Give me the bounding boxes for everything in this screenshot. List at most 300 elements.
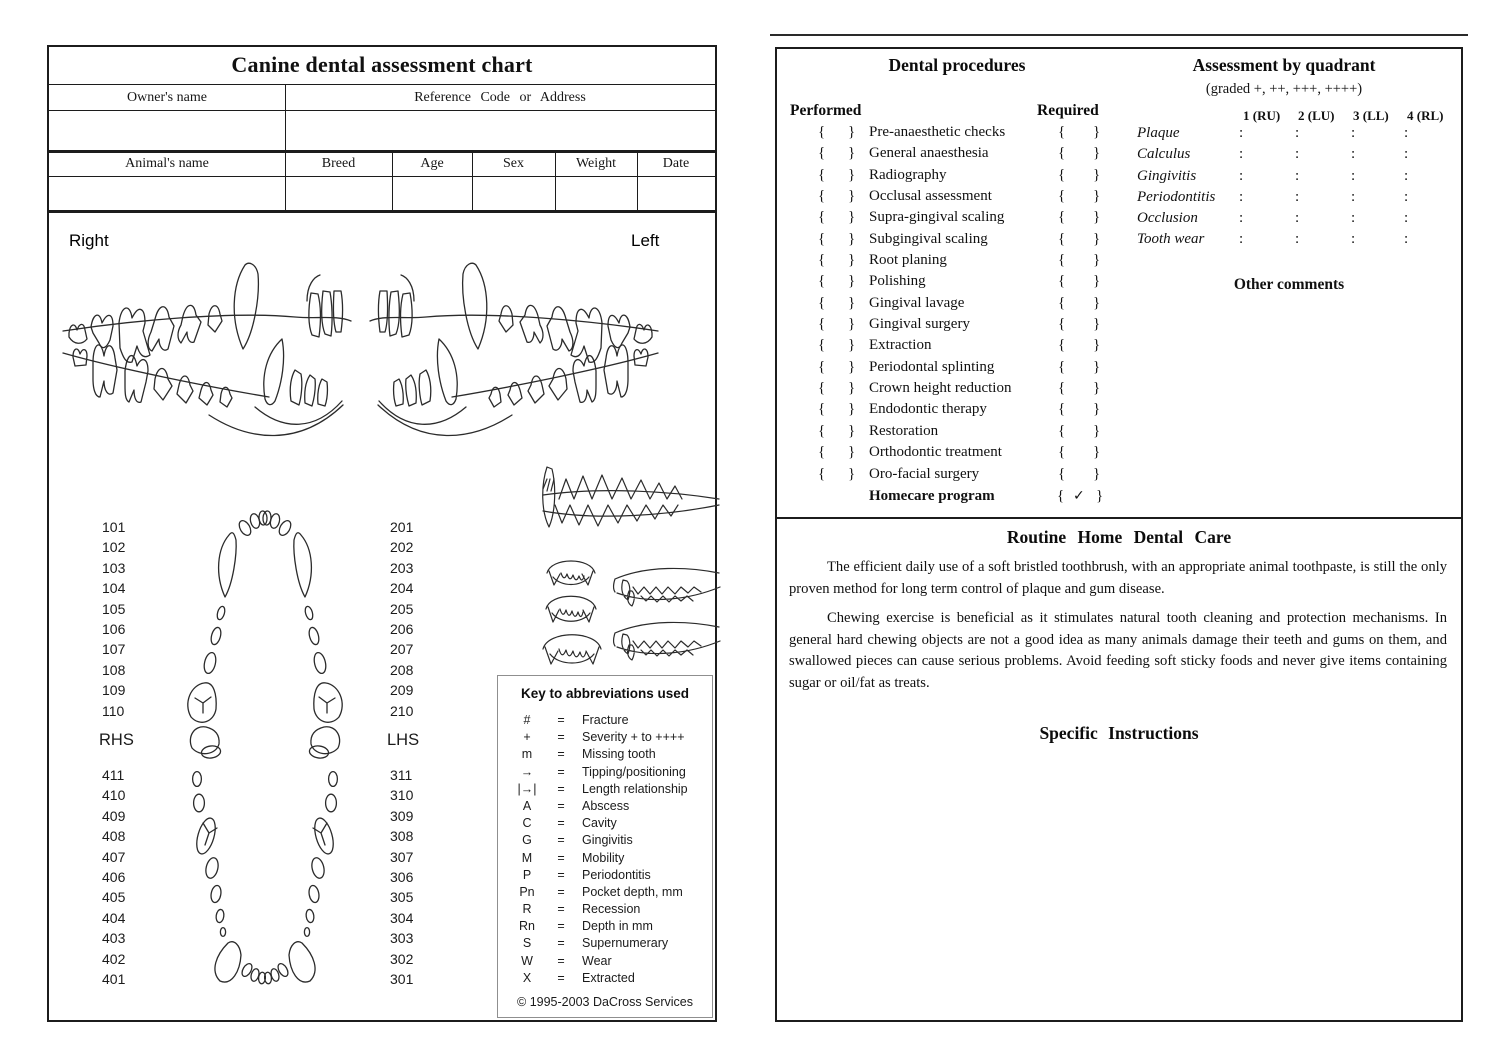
- performed-checkbox-open[interactable]: {: [818, 380, 826, 397]
- abbreviation-symbol: G: [522, 833, 532, 848]
- key-row: [498, 781, 712, 798]
- procedure-row: [777, 271, 1137, 292]
- other-comments-heading: Other comments: [1233, 276, 1345, 293]
- performed-checkbox-open[interactable]: {: [818, 358, 826, 375]
- abbreviation-description: Recession: [582, 902, 641, 917]
- homecare-program-label: Homecare program: [869, 488, 995, 504]
- tooth-number: 203: [390, 559, 414, 576]
- required-column-header: Required: [1037, 102, 1099, 119]
- weight-field[interactable]: [555, 176, 637, 210]
- performed-checkbox-open[interactable]: {: [818, 209, 826, 226]
- procedure-row: [777, 293, 1137, 314]
- grade-cell-q3[interactable]: :: [1351, 231, 1356, 248]
- required-checkbox-close[interactable]: }: [1093, 273, 1101, 290]
- age-label: Age: [420, 156, 444, 171]
- assessment-row: [777, 144, 1461, 165]
- required-checkbox-open[interactable]: {: [1058, 401, 1066, 418]
- assessment-row: [777, 187, 1461, 208]
- key-row: [498, 935, 712, 952]
- performed-checkbox-close[interactable]: }: [848, 465, 856, 482]
- required-checkbox-close[interactable]: }: [1093, 166, 1101, 183]
- lhs-label: LHS: [387, 731, 420, 749]
- table-border-line: [392, 150, 393, 210]
- tooth-numbers-lower-left: [390, 765, 432, 989]
- performed-checkbox-open[interactable]: {: [818, 230, 826, 247]
- tooth-number: 301: [390, 970, 414, 987]
- grade-cell-q1[interactable]: :: [1239, 210, 1244, 227]
- key-row: [498, 832, 712, 849]
- required-checkbox-close[interactable]: }: [1093, 209, 1101, 226]
- page-top-rule: [770, 34, 1468, 36]
- grade-cell-q2[interactable]: :: [1295, 188, 1300, 205]
- tooth-number: 308: [390, 828, 414, 845]
- performed-checkbox-open[interactable]: {: [818, 273, 826, 290]
- tooth-number: 305: [390, 889, 414, 906]
- performed-checkbox-open[interactable]: {: [818, 465, 826, 482]
- abbreviation-symbol: A: [522, 798, 532, 813]
- equals-sign: =: [557, 850, 565, 865]
- key-row: [498, 712, 712, 729]
- grade-cell-q2[interactable]: :: [1295, 125, 1300, 141]
- age-field[interactable]: [392, 176, 472, 210]
- tooth-number: 309: [390, 807, 414, 824]
- procedure-label: Subgingival scaling: [869, 230, 988, 247]
- required-checkbox-open[interactable]: {: [1058, 209, 1066, 226]
- grade-cell-q2[interactable]: :: [1295, 146, 1300, 163]
- grade-cell-q4[interactable]: :: [1404, 231, 1409, 248]
- dentition-side-view-right: [59, 255, 354, 467]
- tooth-number: 201: [390, 519, 414, 535]
- key-row: [498, 764, 712, 781]
- assessment-criterion-label: Calculus: [1137, 146, 1191, 163]
- abbreviation-description: Severity + to ++++: [582, 730, 685, 745]
- table-border-line: [472, 150, 473, 210]
- table-border-line: [49, 210, 715, 213]
- required-checkbox-open[interactable]: {: [1058, 294, 1066, 311]
- key-row: [498, 918, 712, 935]
- procedure-label: Root planing: [869, 252, 947, 269]
- key-row: [498, 901, 712, 918]
- abbreviation-symbol: Pn: [519, 884, 535, 899]
- abbreviation-symbol: #: [523, 713, 531, 727]
- date-field[interactable]: [637, 176, 715, 210]
- assessment-row: [777, 229, 1461, 250]
- performed-column-header: Performed: [790, 102, 862, 119]
- abbreviation-description: Depth in mm: [582, 919, 653, 934]
- left-side-label: Left: [631, 231, 660, 250]
- abbreviation-description: Length relationship: [582, 781, 688, 796]
- tooth-number: 202: [390, 539, 414, 556]
- tooth-number: 411: [102, 767, 125, 783]
- grade-cell-q1[interactable]: :: [1239, 188, 1244, 205]
- grade-cell-q1[interactable]: :: [1239, 231, 1244, 248]
- equals-sign: =: [557, 781, 565, 796]
- performed-checkbox-open[interactable]: {: [818, 444, 826, 461]
- tooth-number: 405: [102, 889, 126, 906]
- required-checkbox-open[interactable]: {: [1058, 444, 1066, 461]
- performed-checkbox-close[interactable]: }: [848, 401, 856, 418]
- lower-arch-diagram: [165, 765, 365, 995]
- assessment-title: Assessment by quadrant: [1192, 55, 1376, 75]
- tooth-number: 210: [390, 702, 414, 719]
- required-checkbox-open[interactable]: {: [1058, 337, 1066, 354]
- date-label: Date: [662, 156, 690, 171]
- animals-name-label: Animal's name: [125, 156, 209, 171]
- abbreviation-symbol: Rn: [519, 919, 535, 934]
- graded-scale-note: (graded +, ++, +++, ++++): [1205, 81, 1363, 97]
- performed-checkbox-close[interactable]: }: [848, 188, 856, 205]
- tooth-number: 407: [102, 848, 126, 865]
- tooth-numbers-lower-right: [102, 765, 144, 989]
- owners-name-label: Owner's name: [127, 90, 207, 105]
- upper-arch-diagram: [165, 507, 365, 759]
- procedure-label: Supra-gingival scaling: [869, 209, 1005, 226]
- tooth-number: 404: [102, 909, 126, 926]
- supplementary-dental-diagrams: [539, 451, 723, 673]
- procedure-label: Polishing: [869, 273, 926, 290]
- tooth-number: 207: [390, 641, 414, 658]
- tooth-number: 105: [102, 600, 126, 617]
- tooth-number: 104: [102, 580, 126, 597]
- chart-page: [47, 45, 717, 1022]
- assessment-row: [777, 166, 1461, 187]
- page-title: Canine dental assessment chart: [49, 47, 715, 85]
- performed-checkbox-open[interactable]: {: [818, 316, 826, 333]
- tooth-number: 208: [390, 661, 414, 678]
- key-title: Key to abbreviations used: [520, 686, 690, 701]
- abbreviation-description: Supernumerary: [582, 936, 669, 951]
- quadrant-header-3: 3 (LL): [1353, 108, 1389, 123]
- procedure-label: Oro-facial surgery: [869, 465, 980, 482]
- equals-sign: =: [557, 919, 565, 934]
- equals-sign: =: [557, 816, 565, 831]
- grade-cell-q2[interactable]: :: [1295, 231, 1300, 248]
- performed-checkbox-close[interactable]: }: [848, 337, 856, 354]
- required-checkbox-close[interactable]: }: [1093, 465, 1101, 482]
- required-checkbox-close[interactable]: }: [1093, 358, 1101, 375]
- table-border-line: [555, 150, 556, 210]
- required-checkbox-close[interactable]: }: [1093, 380, 1101, 397]
- grade-cell-q3[interactable]: :: [1351, 210, 1356, 227]
- procedure-row: [777, 250, 1137, 271]
- tooth-number: 103: [102, 559, 126, 576]
- abbreviation-symbol: P: [522, 867, 532, 882]
- table-border-line: [285, 85, 286, 150]
- procedure-row: [777, 442, 1137, 463]
- procedure-label: Orthodontic treatment: [869, 444, 1002, 461]
- required-checkbox-open[interactable]: {: [1058, 124, 1066, 140]
- required-checkbox-close[interactable]: }: [1093, 316, 1101, 333]
- tooth-number: 307: [390, 848, 414, 865]
- assessment-row: [777, 208, 1461, 229]
- required-checkbox-close[interactable]: }: [1093, 145, 1101, 162]
- performed-checkbox-close[interactable]: }: [848, 444, 856, 461]
- abbreviation-description: Missing tooth: [582, 747, 656, 762]
- required-checkbox-open[interactable]: {: [1058, 145, 1066, 162]
- performed-checkbox-close[interactable]: }: [848, 273, 856, 290]
- homecare-checkbox-close[interactable]: }: [1096, 488, 1104, 504]
- grade-cell-q3[interactable]: :: [1351, 125, 1356, 141]
- procedure-row: [777, 357, 1137, 378]
- performed-checkbox-open[interactable]: {: [818, 124, 826, 140]
- reference-field[interactable]: [285, 110, 715, 150]
- required-checkbox-close[interactable]: }: [1093, 444, 1101, 461]
- equals-sign: =: [557, 970, 565, 985]
- abbreviation-symbol: R: [522, 902, 532, 917]
- abbreviation-description: Abscess: [582, 798, 630, 813]
- procedure-label: Gingival lavage: [869, 294, 965, 311]
- tooth-numbers-upper-right: [102, 517, 144, 721]
- procedure-label: Restoration: [869, 422, 939, 439]
- assessment-criterion-label: Gingivitis: [1137, 167, 1197, 184]
- tooth-number: 205: [390, 600, 414, 617]
- required-checkbox-close[interactable]: }: [1093, 401, 1101, 418]
- quadrant-header-1: 1 (RU): [1243, 108, 1281, 123]
- equals-sign: =: [557, 936, 565, 951]
- performed-checkbox-close[interactable]: }: [848, 294, 856, 311]
- required-checkbox-close[interactable]: }: [1093, 337, 1101, 354]
- required-checkbox-open[interactable]: {: [1058, 166, 1066, 183]
- rhs-label: RHS: [99, 731, 134, 749]
- grade-cell-q4[interactable]: :: [1404, 125, 1409, 141]
- routine-home-dental-care-title: Routine Home Dental Care: [1006, 527, 1232, 547]
- owners-name-field[interactable]: [49, 110, 285, 150]
- grade-cell-q3[interactable]: :: [1351, 167, 1356, 184]
- key-row: [498, 850, 712, 867]
- key-row: [498, 867, 712, 884]
- tooth-number: 102: [102, 539, 126, 556]
- equals-sign: =: [557, 884, 565, 899]
- grade-cell-q4[interactable]: :: [1404, 210, 1409, 227]
- performed-checkbox-close[interactable]: }: [848, 124, 856, 140]
- dental-procedures-title: Dental procedures: [888, 55, 1026, 75]
- right-side-label: Right: [69, 231, 109, 250]
- sex-label: Sex: [503, 156, 524, 171]
- performed-checkbox-close[interactable]: }: [848, 380, 856, 397]
- procedure-row: [777, 464, 1137, 485]
- required-checkbox-close[interactable]: }: [1093, 422, 1101, 439]
- equals-sign: =: [557, 747, 565, 762]
- abbreviation-symbol: X: [522, 970, 532, 985]
- performed-checkbox-close[interactable]: }: [848, 358, 856, 375]
- abbreviation-symbol: W: [521, 953, 533, 968]
- abbreviation-description: Gingivitis: [582, 833, 633, 848]
- performed-checkbox-open[interactable]: {: [818, 145, 826, 162]
- performed-checkbox-open[interactable]: {: [818, 166, 826, 183]
- required-checkbox-close[interactable]: }: [1093, 252, 1101, 269]
- tooth-number: 109: [102, 682, 126, 699]
- specific-instructions-field[interactable]: [787, 749, 1451, 1010]
- tooth-number: 410: [102, 787, 126, 804]
- performed-checkbox-open[interactable]: {: [818, 188, 826, 205]
- performed-checkbox-close[interactable]: }: [848, 145, 856, 162]
- procedure-row: [777, 421, 1137, 442]
- breed-label: Breed: [321, 156, 356, 171]
- procedures-page: [775, 47, 1463, 1022]
- tooth-number: 402: [102, 950, 126, 967]
- quadrant-header-2: 2 (LU): [1298, 108, 1335, 123]
- abbreviation-description: Pocket depth, mm: [582, 884, 683, 899]
- key-row: [498, 815, 712, 832]
- performed-checkbox-open[interactable]: {: [818, 422, 826, 439]
- abbreviation-description: Mobility: [582, 850, 625, 865]
- tooth-number: 204: [390, 580, 414, 597]
- weight-label: Weight: [575, 156, 617, 171]
- tooth-number: 303: [390, 930, 414, 947]
- tooth-number: 310: [390, 787, 414, 804]
- key-row: [498, 970, 712, 987]
- breed-field[interactable]: [285, 176, 392, 210]
- tooth-number: 209: [390, 682, 414, 699]
- required-checkbox-open[interactable]: {: [1058, 252, 1066, 269]
- abbreviation-symbol: M: [521, 850, 533, 865]
- equals-sign: =: [557, 867, 565, 882]
- performed-checkbox-open[interactable]: {: [818, 294, 826, 311]
- procedure-label: Gingival surgery: [869, 316, 970, 333]
- abbreviation-symbol: S: [522, 936, 532, 951]
- tooth-number: 107: [102, 641, 126, 658]
- required-checkbox-open[interactable]: {: [1058, 465, 1066, 482]
- abbreviation-symbol: |→|: [517, 781, 537, 796]
- equals-sign: =: [557, 833, 565, 848]
- required-checkbox-open[interactable]: {: [1058, 358, 1066, 375]
- abbreviation-description: Cavity: [582, 816, 617, 831]
- required-checkbox-open[interactable]: {: [1058, 316, 1066, 333]
- grade-cell-q4[interactable]: :: [1404, 167, 1409, 184]
- tooth-number: 403: [102, 930, 126, 947]
- performed-checkbox-open[interactable]: {: [818, 337, 826, 354]
- tooth-number: 106: [102, 620, 126, 637]
- grade-cell-q3[interactable]: :: [1351, 146, 1356, 163]
- equals-sign: =: [557, 902, 565, 917]
- key-rows: [498, 712, 712, 987]
- grade-cell-q4[interactable]: :: [1404, 146, 1409, 163]
- grade-cell-q1[interactable]: :: [1239, 167, 1244, 184]
- required-checkbox-close[interactable]: }: [1093, 294, 1101, 311]
- assessment-criterion-label: Occlusion: [1137, 210, 1198, 227]
- procedure-label: Extraction: [869, 337, 932, 354]
- performed-checkbox-close[interactable]: }: [848, 422, 856, 439]
- tooth-number: 311: [390, 767, 413, 783]
- tooth-number: 409: [102, 807, 126, 824]
- equals-sign: =: [557, 798, 565, 813]
- grade-cell-q3[interactable]: :: [1351, 188, 1356, 205]
- procedure-label: Pre-anaesthetic checks: [869, 124, 1006, 140]
- assessment-criterion-label: Periodontitis: [1137, 188, 1216, 205]
- procedure-row: [777, 314, 1137, 335]
- homecare-program-row: [777, 485, 1137, 507]
- tooth-number: 306: [390, 868, 414, 885]
- performed-checkbox-close[interactable]: }: [848, 316, 856, 333]
- abbreviation-symbol: →: [520, 764, 534, 779]
- assessment-criterion-label: Plaque: [1137, 125, 1180, 141]
- dentition-side-view-left: [367, 255, 662, 467]
- tooth-number: 401: [102, 970, 126, 987]
- abbreviation-description: Extracted: [582, 970, 635, 985]
- table-border-line: [637, 150, 638, 210]
- abbreviation-symbol: C: [522, 816, 532, 831]
- procedure-label: Crown height reduction: [869, 380, 1012, 397]
- equals-sign: =: [557, 730, 565, 745]
- required-checkbox-close[interactable]: }: [1093, 124, 1101, 140]
- grade-cell-q2[interactable]: :: [1295, 210, 1300, 227]
- tooth-number: 110: [102, 702, 125, 719]
- quadrant-header-4: 4 (RL): [1407, 108, 1444, 123]
- section-divider: [775, 517, 1463, 519]
- performed-checkbox-open[interactable]: {: [818, 401, 826, 418]
- performed-checkbox-close[interactable]: }: [848, 166, 856, 183]
- tooth-number: 406: [102, 868, 126, 885]
- procedure-label: Periodontal splinting: [869, 358, 995, 375]
- assessment-rows: [777, 123, 1461, 251]
- animals-name-field[interactable]: [49, 176, 285, 210]
- procedure-row: [777, 399, 1137, 420]
- assessment-criterion-label: Tooth wear: [1137, 231, 1205, 248]
- required-checkbox-open[interactable]: {: [1058, 230, 1066, 247]
- checkmark-icon: ✓: [1073, 488, 1085, 504]
- required-checkbox-open[interactable]: {: [1058, 380, 1066, 397]
- copyright-notice: © 1995-2003 DaCross Services: [517, 995, 693, 1009]
- performed-checkbox-close[interactable]: }: [848, 252, 856, 269]
- abbreviation-symbol: m: [521, 747, 533, 762]
- abbreviation-description: Fracture: [582, 713, 629, 727]
- homecare-checkbox-open[interactable]: {: [1057, 488, 1065, 504]
- abbreviation-description: Tipping/positioning: [582, 764, 686, 779]
- performed-checkbox-close[interactable]: }: [848, 209, 856, 226]
- procedure-label: Radiography: [869, 166, 947, 183]
- home-care-paragraph-2: Chewing exercise is beneficial as it stimulates natural tooth cleaning and protection mechanisms. In general hard chewing objects are not a good idea as many animals damage their teeth and gums on them, and swallowed pieces can cause serious problems. Avoid feeding soft sticky foods and never give items containing sugar or oil/fat as treats.: [789, 610, 1447, 691]
- abbreviation-symbol: +: [523, 730, 531, 745]
- key-row: [498, 953, 712, 970]
- key-row: [498, 884, 712, 901]
- tooth-numbers-upper-left: [390, 517, 432, 721]
- assessment-row: [777, 123, 1461, 144]
- abbreviation-description: Periodontitis: [582, 867, 651, 882]
- abbreviation-key-box: [497, 675, 713, 1018]
- required-checkbox-open[interactable]: {: [1058, 273, 1066, 290]
- required-checkbox-close[interactable]: }: [1093, 188, 1101, 205]
- performed-checkbox-close[interactable]: }: [848, 230, 856, 247]
- tooth-number: 408: [102, 828, 126, 845]
- key-row: [498, 729, 712, 746]
- procedure-row: [777, 378, 1137, 399]
- required-checkbox-open[interactable]: {: [1058, 422, 1066, 439]
- grade-cell-q1[interactable]: :: [1239, 125, 1244, 141]
- required-checkbox-close[interactable]: }: [1093, 230, 1101, 247]
- tooth-number: 101: [102, 519, 126, 535]
- required-checkbox-open[interactable]: {: [1058, 188, 1066, 205]
- equals-sign: =: [557, 953, 565, 968]
- reference-label: Reference Code or Address: [414, 90, 586, 105]
- procedure-label: Occlusal assessment: [869, 188, 992, 205]
- equals-sign: =: [557, 764, 565, 779]
- procedure-row: [777, 335, 1137, 356]
- tooth-number: 206: [390, 620, 414, 637]
- tooth-number: 108: [102, 661, 126, 678]
- grade-cell-q1[interactable]: :: [1239, 146, 1244, 163]
- sex-field[interactable]: [472, 176, 555, 210]
- procedure-label: General anaesthesia: [869, 145, 989, 162]
- specific-instructions-title: Specific Instructions: [1039, 723, 1199, 743]
- key-row: [498, 746, 712, 763]
- tooth-number: 302: [390, 950, 414, 967]
- tooth-number: 304: [390, 909, 414, 926]
- grade-cell-q4[interactable]: :: [1404, 188, 1409, 205]
- performed-checkbox-open[interactable]: {: [818, 252, 826, 269]
- home-care-paragraph-1: The efficient daily use of a soft bristled toothbrush, with an appropriate animal toothpaste, is still the only proven method for long term control of plaque and gum disease.: [789, 559, 1447, 597]
- key-row: [498, 798, 712, 815]
- grade-cell-q2[interactable]: :: [1295, 167, 1300, 184]
